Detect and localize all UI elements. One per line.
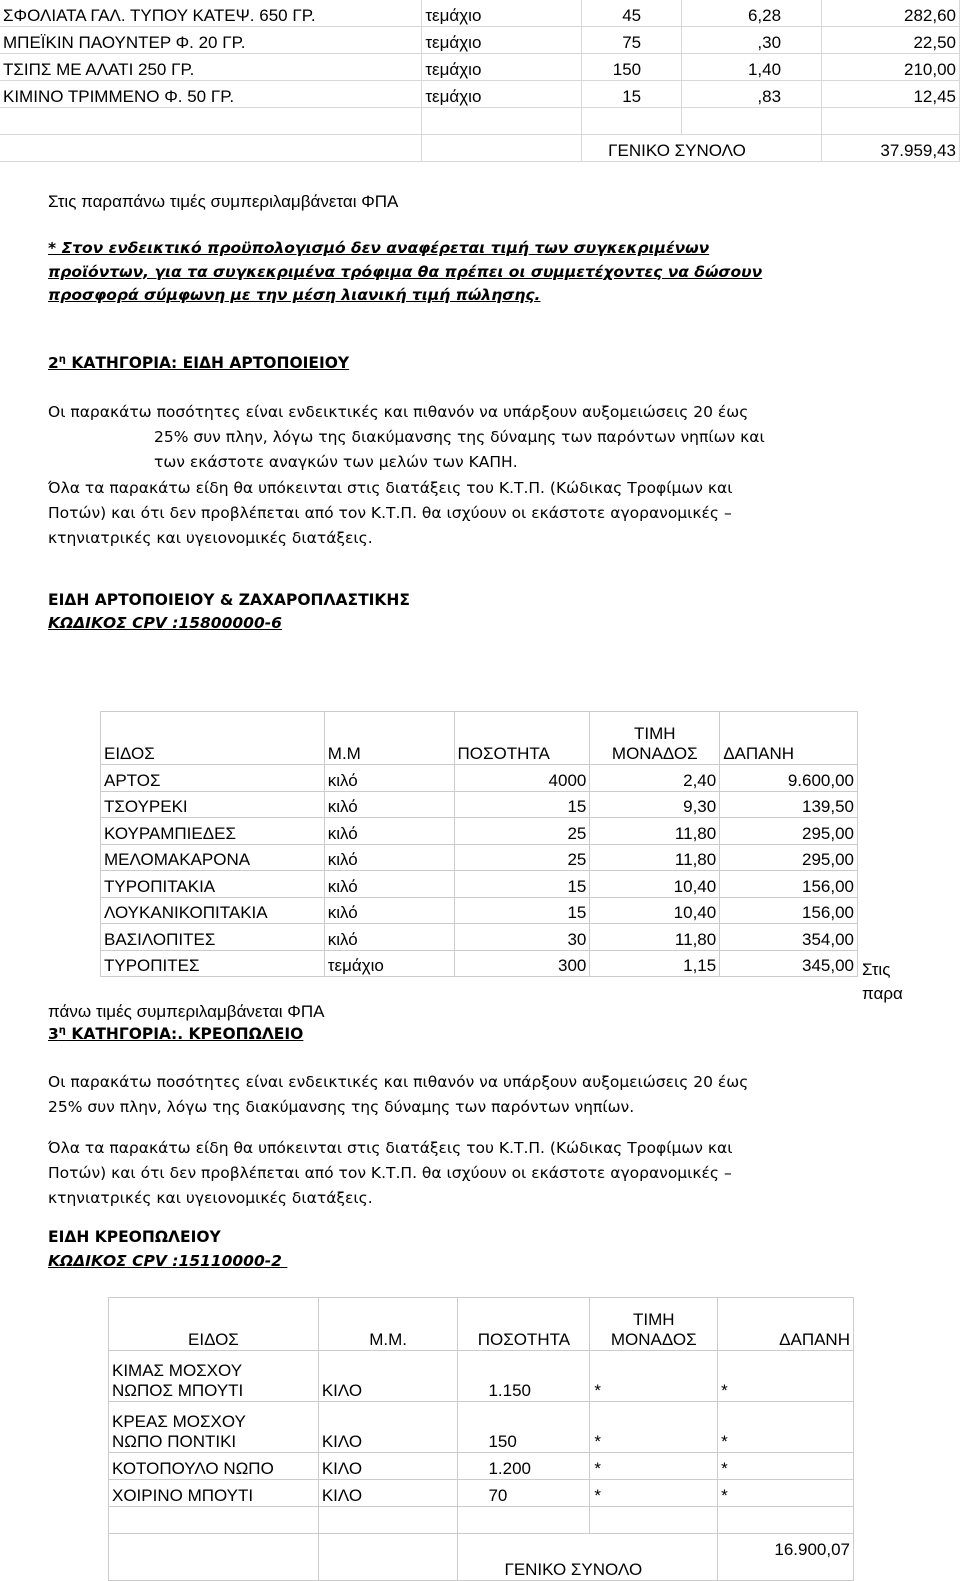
item-line: ΚΡΕΑΣ ΜΟΣΧΟΥ xyxy=(112,1412,246,1431)
header-cost: ΔΑΠΑΝΗ xyxy=(718,1298,854,1351)
header-qty: ΠΟΣΟΤΗΤΑ xyxy=(454,712,590,765)
header-cost: ΔΑΠΑΝΗ xyxy=(720,712,858,765)
category-2-title xyxy=(48,354,349,372)
category-number: 2 xyxy=(48,354,59,373)
total-row xyxy=(0,135,960,162)
price-cell: * xyxy=(590,1351,718,1402)
top-price-table xyxy=(0,0,960,162)
table-row xyxy=(101,818,858,845)
header-price-line: ΜΟΝΑΔΟΣ xyxy=(610,1330,697,1349)
empty-cell xyxy=(718,1507,854,1534)
category-superscript: η xyxy=(58,354,66,365)
item-line: ΝΩΠΟ ΠΟΝΤΙΚΙ xyxy=(112,1432,237,1451)
cost-cell: 9.600,00 xyxy=(720,765,858,792)
table-row xyxy=(101,897,858,924)
empty-cell xyxy=(109,1507,319,1534)
qty-cell: 1.200 xyxy=(458,1453,590,1480)
table-row xyxy=(0,0,960,27)
header-item: ΕΙΔΟΣ xyxy=(109,1298,319,1351)
qty-cell: 25 xyxy=(454,844,590,871)
category-2-paragraph-2 xyxy=(48,476,916,551)
unit-cell: ΚΙΛΟ xyxy=(318,1453,458,1480)
header-unit: Μ.Μ xyxy=(324,712,454,765)
vat-note-fragment xyxy=(862,958,903,1006)
category-3-paragraph-2 xyxy=(48,1136,916,1211)
category-number: 3 xyxy=(48,1025,59,1044)
bread-cpv-code: ΚΩΔΙΚΟΣ CPV :15800000-6 xyxy=(48,614,282,632)
item-line: ΚΙΜΑΣ ΜΟΣΧΟΥ xyxy=(112,1361,243,1380)
star-note-line: προσφορά σύμφωνη με την μέση λιανική τιμή πώλησης. xyxy=(48,286,541,304)
paragraph-line: Όλα τα παρακάτω είδη θα υπόκεινται στις διατάξεις του Κ.Τ.Π. (Κώδικας Τροφίμων και xyxy=(48,479,733,497)
star-note-line: * Στον ενδεικτικό προϋπολογισμό δεν αναφέρεται τιμή των συγκεκριμένων xyxy=(48,239,710,257)
cost-cell: 295,00 xyxy=(720,844,858,871)
cost-cell: * xyxy=(718,1480,854,1507)
empty-cell xyxy=(458,1507,590,1534)
empty-cell xyxy=(682,108,822,135)
cost-cell: * xyxy=(718,1453,854,1480)
unit-cell: τεμάχιο xyxy=(422,27,582,54)
category-3-title xyxy=(48,1025,303,1043)
table-row xyxy=(109,1453,854,1480)
cost-cell: 210,00 xyxy=(822,54,960,81)
empty-cell xyxy=(318,1507,458,1534)
price-cell: * xyxy=(590,1480,718,1507)
star-note-line: προϊόντων, για τα συγκεκριμένα τρόφιμα θα πρέπει οι συμμετέχοντες να δώσουν xyxy=(48,262,763,281)
item-cell xyxy=(109,1402,319,1453)
header-price-line: ΜΟΝΑΔΟΣ xyxy=(611,744,698,763)
qty-cell: 15 xyxy=(582,81,682,108)
table-row xyxy=(101,950,858,977)
table-row xyxy=(109,1351,854,1402)
unit-cell: κιλό xyxy=(324,924,454,951)
empty-cell xyxy=(0,108,422,135)
paragraph-line: κτηνιατρικές και υγειονομικές διατάξεις. xyxy=(48,1189,373,1207)
item-cell: ΤΣΟΥΡΕΚΙ xyxy=(101,791,325,818)
unit-cell: κιλό xyxy=(324,818,454,845)
qty-cell: 45 xyxy=(582,0,682,27)
paragraph-line: Όλα τα παρακάτω είδη θα υπόκεινται στις διατάξεις του Κ.Τ.Π. (Κώδικας Τροφίμων και xyxy=(48,1139,733,1157)
table-row xyxy=(109,1402,854,1453)
table-row xyxy=(101,871,858,898)
item-cell: ΜΠΕΪΚΙΝ ΠΑΟΥΝΤΕΡ Φ. 20 ΓΡ. xyxy=(0,27,422,54)
table-row xyxy=(0,81,960,108)
item-cell: ΤΥΡΟΠΙΤΑΚΙΑ xyxy=(101,871,325,898)
table-row xyxy=(109,1507,854,1534)
category-title-text: ΚΑΤΗΓΟΡΙΑ: ΕΙΔΗ ΑΡΤΟΠΟΙΕΙΟΥ xyxy=(65,354,350,373)
empty-cell xyxy=(318,1534,458,1581)
category-superscript: η xyxy=(58,1025,66,1036)
item-cell: ΣΦΟΛΙΑΤΑ ΓΑΛ. ΤΥΠΟΥ ΚΑΤΕΨ. 650 ΓΡ. xyxy=(0,0,422,27)
paragraph-line: Ποτών) και ότι δεν προβλέπεται από τον Κ.Τ.Π. θα ισχύουν οι εκάστοτε αγορανομικές – xyxy=(48,504,732,522)
paragraph-line: 25% συν πλην, λόγω της διακύμανσης της δύναμης των παρόντων νηπίων. xyxy=(48,1098,635,1116)
table-header-row xyxy=(101,712,858,765)
paragraph-line: των εκάστοτε αναγκών των μελών των ΚΑΠΗ. xyxy=(154,453,518,471)
unit-cell: τεμάχιο xyxy=(422,81,582,108)
table-row xyxy=(101,844,858,871)
qty-cell: 4000 xyxy=(454,765,590,792)
qty-cell: 1.150 xyxy=(458,1351,590,1402)
item-cell: ΤΥΡΟΠΙΤΕΣ xyxy=(101,950,325,977)
price-cell: 11,80 xyxy=(590,844,720,871)
vat-note-part: Στις xyxy=(862,960,891,979)
unit-cell: τεμάχιο xyxy=(422,0,582,27)
qty-cell: 150 xyxy=(582,54,682,81)
header-price-line: ΤΙΜΗ xyxy=(632,1310,675,1329)
unit-cell: ΚΙΛΟ xyxy=(318,1351,458,1402)
paragraph-line: κτηνιατρικές και υγειονομικές διατάξεις. xyxy=(48,529,373,547)
category-2-paragraph-1 xyxy=(48,400,916,475)
header-price xyxy=(590,712,720,765)
cost-cell: 12,45 xyxy=(822,81,960,108)
empty-cell xyxy=(422,135,582,162)
price-cell: 10,40 xyxy=(590,897,720,924)
empty-cell xyxy=(582,108,682,135)
table-row xyxy=(0,27,960,54)
vat-note-continued: πάνω τιμές συμπεριλαμβάνεται ΦΠΑ xyxy=(48,1002,325,1021)
table-row xyxy=(0,108,960,135)
total-value: 16.900,07 xyxy=(718,1534,854,1581)
qty-cell: 75 xyxy=(582,27,682,54)
star-note xyxy=(48,237,916,308)
cost-cell: 156,00 xyxy=(720,871,858,898)
total-row xyxy=(109,1534,854,1581)
price-cell: 9,30 xyxy=(590,791,720,818)
unit-cell: κιλό xyxy=(324,871,454,898)
vat-note: Στις παραπάνω τιμές συμπεριλαμβάνεται ΦΠΑ xyxy=(48,192,399,211)
meat-heading: ΕΙΔΗ ΚΡΕΟΠΩΛΕΙΟΥ xyxy=(48,1228,221,1246)
paragraph-line: 25% συν πλην, λόγω της διακύμανσης της δύναμης των παρόντων νηπίων και xyxy=(154,428,765,446)
item-cell: ΜΕΛΟΜΑΚΑΡΟΝΑ xyxy=(101,844,325,871)
total-label: ΓΕΝΙΚΟ ΣΥΝΟΛΟ xyxy=(582,135,822,162)
price-cell: * xyxy=(590,1402,718,1453)
table-row xyxy=(101,791,858,818)
empty-cell xyxy=(422,108,582,135)
cost-cell: 156,00 xyxy=(720,897,858,924)
cost-cell: 139,50 xyxy=(720,791,858,818)
table-header-row xyxy=(109,1298,854,1351)
cost-cell: 282,60 xyxy=(822,0,960,27)
header-item: ΕΙΔΟΣ xyxy=(101,712,325,765)
unit-cell: κιλό xyxy=(324,844,454,871)
cost-cell: 354,00 xyxy=(720,924,858,951)
category-title-text: ΚΑΤΗΓΟΡΙΑ:. ΚΡΕΟΠΩΛΕΙΟ xyxy=(65,1025,304,1044)
meat-price-table xyxy=(108,1297,854,1581)
paragraph-line: Οι παρακάτω ποσότητες είναι ενδεικτικές και πιθανόν να υπάρξουν αυξομειώσεις 20 έως xyxy=(48,403,749,421)
price-cell: 10,40 xyxy=(590,871,720,898)
total-value: 37.959,43 xyxy=(822,135,960,162)
header-unit: Μ.Μ. xyxy=(318,1298,458,1351)
price-cell: * xyxy=(590,1453,718,1480)
item-cell: ΚΟΥΡΑΜΠΙΕΔΕΣ xyxy=(101,818,325,845)
header-price xyxy=(590,1298,718,1351)
bread-heading: ΕΙΔΗ ΑΡΤΟΠΟΙΕΙΟΥ & ΖΑΧΑΡΟΠΛΑΣΤΙΚΗΣ xyxy=(48,591,410,609)
qty-cell: 15 xyxy=(454,871,590,898)
item-cell: ΚΟΤΟΠΟΥΛΟ ΝΩΠΟ xyxy=(109,1453,319,1480)
qty-cell: 70 xyxy=(458,1480,590,1507)
meat-cpv-code: ΚΩΔΙΚΟΣ CPV :15110000-2 xyxy=(48,1252,288,1270)
qty-cell: 15 xyxy=(454,791,590,818)
paragraph-line: Ποτών) και ότι δεν προβλέπεται από τον Κ.Τ.Π. θα ισχύουν οι εκάστοτε αγορανομικές – xyxy=(48,1164,732,1182)
qty-cell: 30 xyxy=(454,924,590,951)
empty-cell xyxy=(109,1534,319,1581)
qty-cell: 300 xyxy=(454,950,590,977)
item-line: ΝΩΠΟΣ ΜΠΟΥΤΙ xyxy=(112,1381,244,1400)
header-price-line: ΤΙΜΗ xyxy=(634,724,676,743)
item-cell: ΛΟΥΚΑΝΙΚΟΠΙΤΑΚΙΑ xyxy=(101,897,325,924)
item-cell: ΒΑΣΙΛΟΠΙΤΕΣ xyxy=(101,924,325,951)
unit-cell: τεμάχιο xyxy=(324,950,454,977)
total-label: ΓΕΝΙΚΟ ΣΥΝΟΛΟ xyxy=(458,1534,718,1581)
price-cell: 11,80 xyxy=(590,924,720,951)
bread-price-table xyxy=(100,711,858,977)
price-cell: ,30 xyxy=(682,27,822,54)
table-row xyxy=(101,765,858,792)
table-row xyxy=(101,924,858,951)
category-3-paragraph-1 xyxy=(48,1070,916,1120)
cost-cell: 345,00 xyxy=(720,950,858,977)
unit-cell: ΚΙΛΟ xyxy=(318,1480,458,1507)
unit-cell: ΚΙΛΟ xyxy=(318,1402,458,1453)
item-cell xyxy=(109,1351,319,1402)
header-qty: ΠΟΣΟΤΗΤΑ xyxy=(458,1298,590,1351)
price-cell: ,83 xyxy=(682,81,822,108)
unit-cell: κιλό xyxy=(324,897,454,924)
unit-cell: κιλό xyxy=(324,765,454,792)
price-cell: 2,40 xyxy=(590,765,720,792)
table-row xyxy=(0,54,960,81)
unit-cell: κιλό xyxy=(324,791,454,818)
item-cell: ΧΟΙΡΙΝΟ ΜΠΟΥΤΙ xyxy=(109,1480,319,1507)
price-cell: 1,40 xyxy=(682,54,822,81)
qty-cell: 25 xyxy=(454,818,590,845)
qty-cell: 15 xyxy=(454,897,590,924)
item-cell: ΚΙΜΙΝΟ ΤΡΙΜΜΕΝΟ Φ. 50 ΓΡ. xyxy=(0,81,422,108)
vat-note-part: παρα xyxy=(862,984,903,1003)
qty-cell: 150 xyxy=(458,1402,590,1453)
table-row xyxy=(109,1480,854,1507)
paragraph-line: Οι παρακάτω ποσότητες είναι ενδεικτικές και πιθανόν να υπάρξουν αυξομειώσεις 20 έως xyxy=(48,1073,749,1091)
empty-cell xyxy=(0,135,422,162)
empty-cell xyxy=(822,108,960,135)
cost-cell: * xyxy=(718,1351,854,1402)
price-cell: 6,28 xyxy=(682,0,822,27)
price-cell: 11,80 xyxy=(590,818,720,845)
empty-cell xyxy=(590,1507,718,1534)
item-cell: ΤΣΙΠΣ ΜΕ ΑΛΑΤΙ 250 ΓΡ. xyxy=(0,54,422,81)
item-cell: ΑΡΤΟΣ xyxy=(101,765,325,792)
cost-cell: * xyxy=(718,1402,854,1453)
cost-cell: 22,50 xyxy=(822,27,960,54)
price-cell: 1,15 xyxy=(590,950,720,977)
cost-cell: 295,00 xyxy=(720,818,858,845)
unit-cell: τεμάχιο xyxy=(422,54,582,81)
